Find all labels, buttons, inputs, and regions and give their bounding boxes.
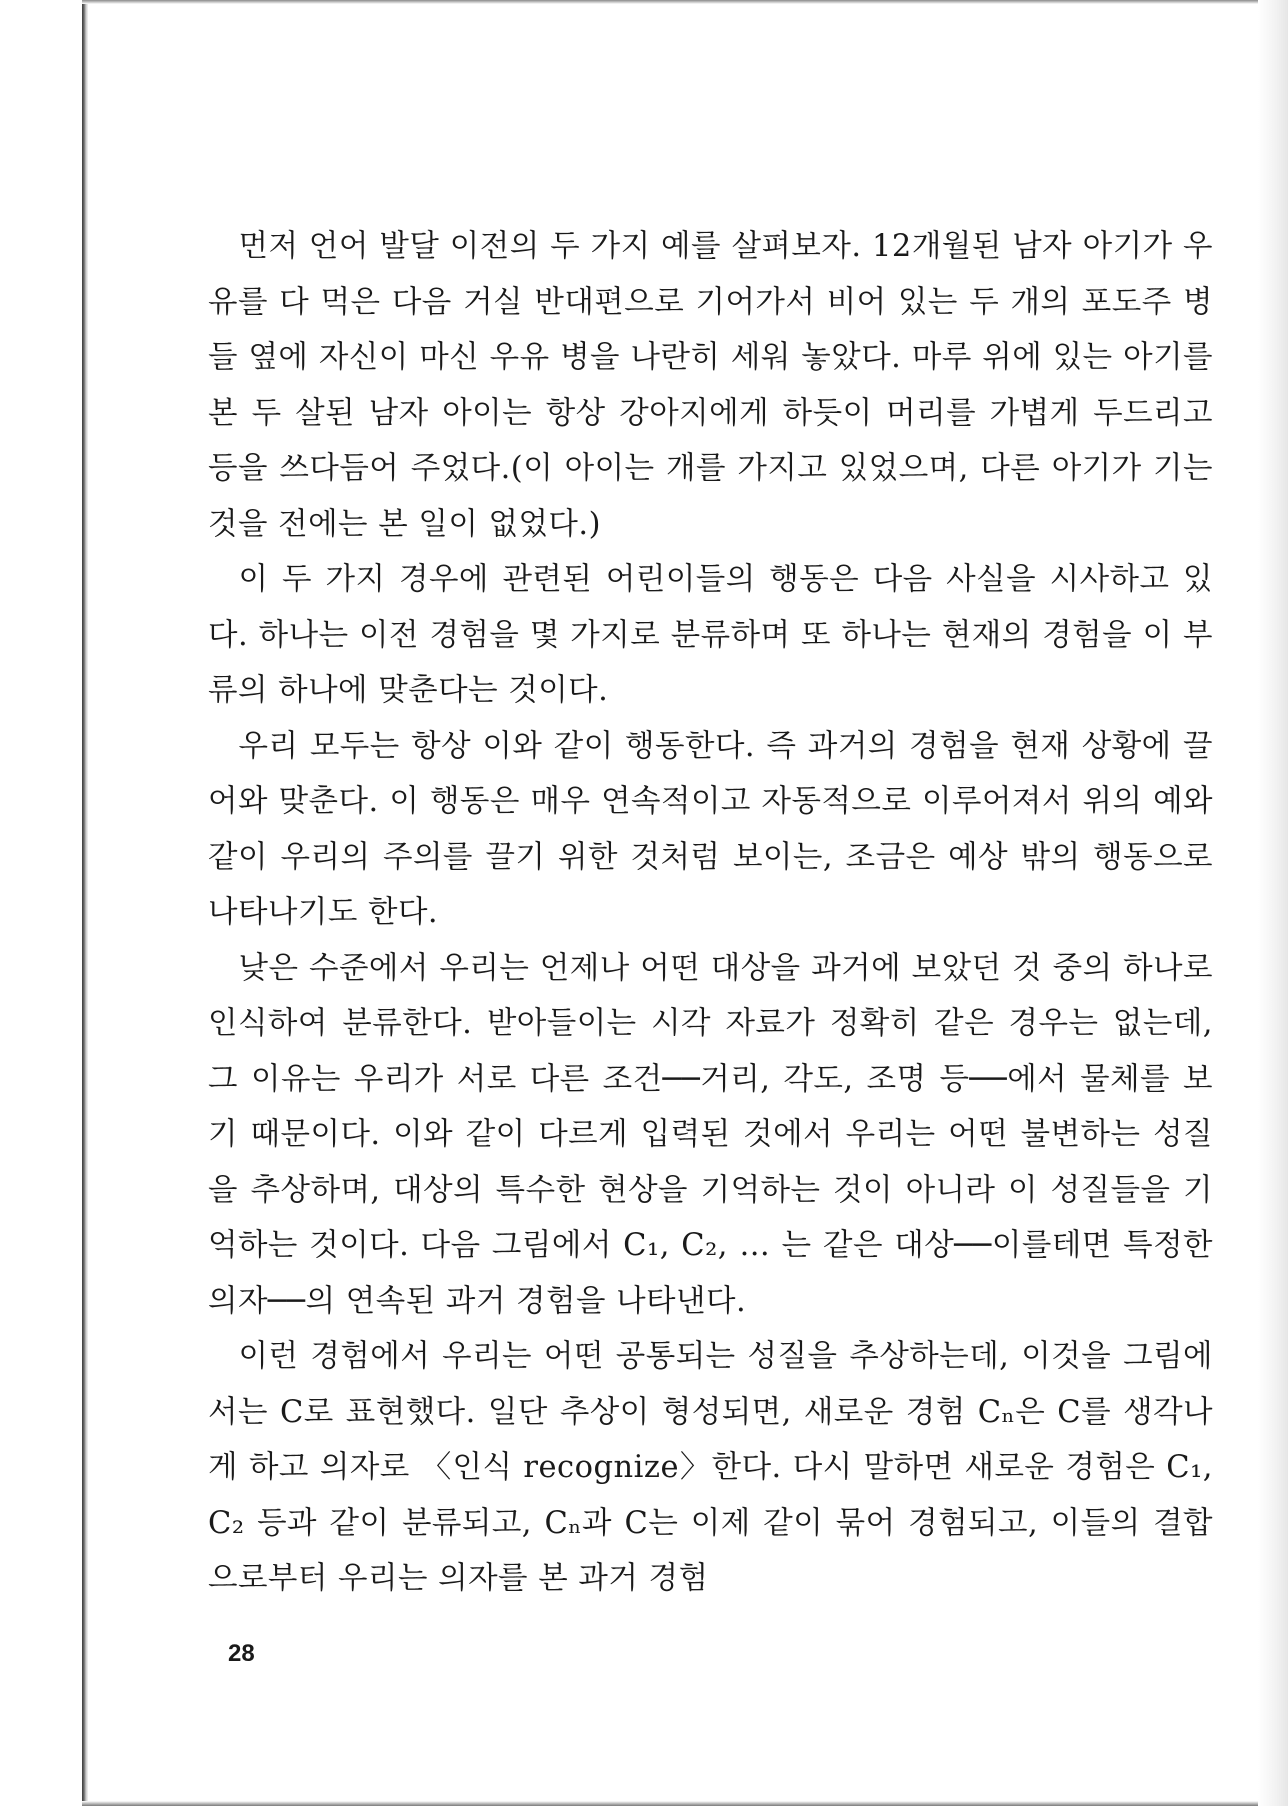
paragraph-4: 낮은 수준에서 우리는 언제나 어떤 대상을 과거에 보았던 것 중의 하나로 인식하여 분류한다. 받아들이는 시각 자료가 정확히 같은 경우는 없는데, 그 이유는 우리가 서로 다른 조건──거리, 각도, 조명 등──에서 물체를 보기 때문이다. 이와 같이 다르게 입력된 것에서 우리는 어떤 불변하는 성질을 추상하며, 대상의 특수한 현상을 기억하는 것이 아니라 이 성질들을 기억하는 것이다. 다음 그림에서 C₁, C₂, … 는 같은 대상──이를테면 특정한 의자──의 연속된 과거 경험을 나타낸다.	[208, 950, 1213, 1319]
paragraph-5: 이런 경험에서 우리는 어떤 공통되는 성질을 추상하는데, 이것을 그림에서는 C로 표현했다. 일단 추상이 형성되면, 새로운 경험 Cₙ은 C를 생각나게 하고 의자로 〈인식 recognize〉한다. 다시 말하면 새로운 경험은 C₁, C₂ 등과 같이 분류되고, Cₙ과 C는 이제 같이 묶어 경험되고, 이들의 결합으로부터 우리는 의자를 본 과거 경험	[208, 1339, 1213, 1596]
paragraph-2: 이 두 가지 경우에 관련된 어린이들의 행동은 다음 사실을 시사하고 있다. 하나는 이전 경험을 몇 가지로 분류하며 또 하나는 현재의 경험을 이 부류의 하나에 맞춘다는 것이다.	[208, 562, 1213, 708]
page-number: 28	[228, 1640, 255, 1667]
page-right-shade	[1258, 0, 1288, 1806]
paragraph-3: 우리 모두는 항상 이와 같이 행동한다. 즉 과거의 경험을 현재 상황에 끌어와 맞춘다. 이 행동은 매우 연속적이고 자동적으로 이루어져서 위의 예와 같이 우리의 주의를 끌기 위한 것처럼 보이는, 조금은 예상 밖의 행동으로 나타나기도 한다.	[208, 728, 1213, 930]
paragraph-1: 먼저 언어 발달 이전의 두 가지 예를 살펴보자. 12개월된 남자 아기가 우유를 다 먹은 다음 거실 반대편으로 기어가서 비어 있는 두 개의 포도주 병들 옆에 자신이 마신 우유 병을 나란히 세워 놓았다. 마루 위에 있는 아기를 본 두 살된 남자 아이는 항상 강아지에게 하듯이 머리를 가볍게 두드리고 등을 쓰다듬어 주었다.(이 아이는 개를 가지고 있었으며, 다른 아기가 기는 것을 전에는 본 일이 없었다.)	[208, 229, 1213, 542]
left-margin	[0, 0, 82, 1806]
book-page	[88, 0, 1258, 1806]
body-text	[208, 219, 1213, 1607]
